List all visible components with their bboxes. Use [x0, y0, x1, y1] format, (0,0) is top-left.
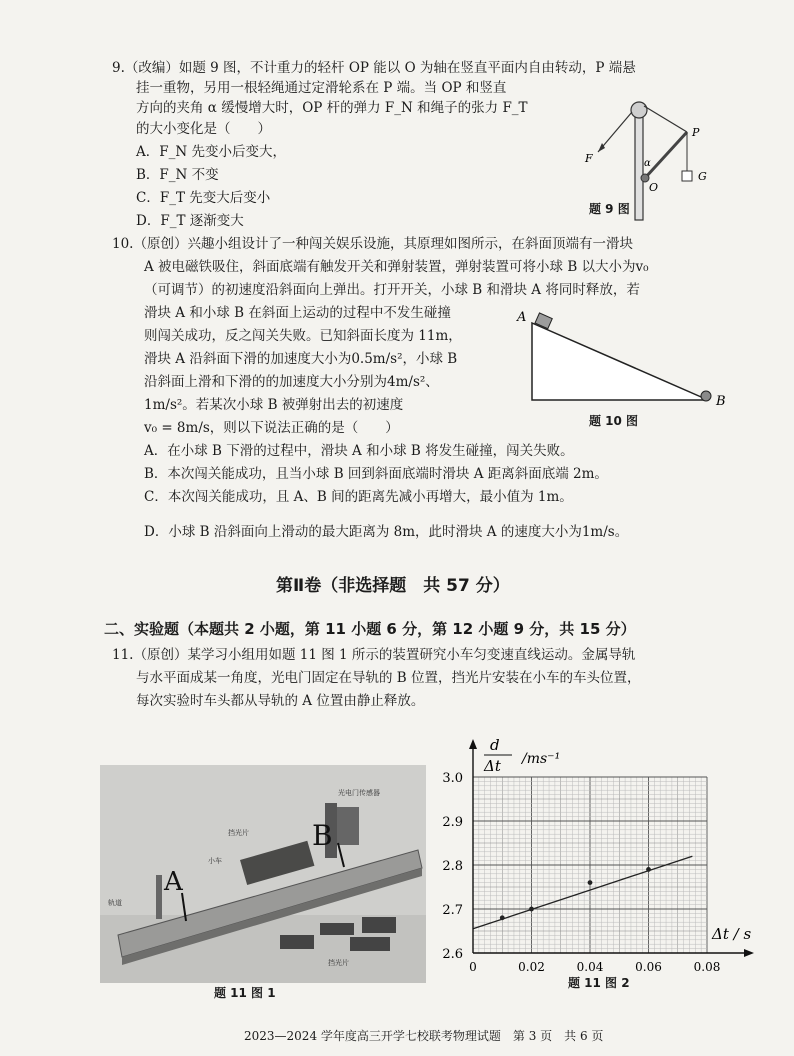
photo-shade-3: [280, 935, 314, 949]
photo-shade-4: [350, 937, 390, 951]
q9-line-3: 方向的夹角 α 缓慢增大时，OP 杆的弹力 F_N 和绳子的张力 F_T: [136, 100, 528, 116]
x-tick-label: 0: [469, 960, 477, 974]
q9-rod-op: [645, 132, 687, 178]
y-tick-label: 2.7: [442, 903, 463, 918]
q11-line-2: 与水平面成某一角度，光电门固定在导轨的 B 位置，挡光片安装在小车的车头位置，: [136, 670, 641, 686]
q10-line-1: 10.（原创）兴趣小组设计了一种闯关娱乐设施，其原理如图所示，在斜面顶端有一滑块: [112, 236, 633, 252]
q10-line-7: 沿斜面上滑和下滑的的加速度大小分别为4m/s²、: [144, 374, 439, 390]
y-tick-label: 2.9: [442, 815, 463, 830]
part-2-title: 二、实验题（本题共 2 小题，第 11 小题 6 分，第 12 小题 9 分，共 15 分）: [104, 620, 636, 638]
q10-line-3: （可调节）的初速度沿斜面向上弹出。打开开关，小球 B 和滑块 A 将同时释放，若: [144, 282, 640, 298]
data-point: [588, 880, 593, 885]
photo-label-cart: 小车: [208, 857, 222, 865]
photo-label-rail: 轨道: [108, 899, 122, 907]
q9-option-b: B．F_N 不变: [136, 167, 219, 183]
photo-shade-1: [320, 923, 354, 935]
q9-option-a: A．F_N 先变小后变大，: [136, 144, 286, 160]
q10-figure: [510, 305, 750, 410]
q9-pulley: [631, 102, 647, 118]
section-title: 第Ⅱ卷（非选择题 共 57 分）: [276, 576, 510, 596]
q9-label-f: F: [585, 152, 593, 165]
data-point: [529, 907, 534, 912]
q10-option-c: C．本次闯关能成功，且 A、B 间的距离先减小再增大，最小值为 1m。: [144, 489, 573, 505]
q11-photo-caption: 题 11 图 1: [214, 986, 276, 1000]
q10-line-9: v₀ = 8m/s，则以下说法正确的是（ ）: [144, 420, 399, 436]
q9-pivot-o: [641, 174, 649, 182]
graph-ylabel-bottom: Δt: [484, 757, 501, 775]
graph-y-arrow: [469, 739, 477, 749]
q9-rope-p: [644, 106, 687, 132]
q10-line-2: A 被电磁铁吸住，斜面底端有触发开关和弹射装置，弹射装置可将小球 B 以大小为v₀: [144, 259, 649, 275]
q10-option-a: A．在小球 B 下滑的过程中，滑块 A 和小球 B 将发生碰撞，闯关失败。: [144, 443, 574, 459]
photo-label-a: A: [164, 867, 183, 897]
page-footer: 2023—2024 学年度高三开学七校联考物理试题 第 3 页 共 6 页: [244, 1029, 604, 1043]
q10-label-b: B: [716, 394, 726, 409]
data-point: [500, 915, 505, 920]
photo-label-gate: 光电门传感器: [338, 789, 380, 797]
q10-option-d: D．小球 B 沿斜面向上滑动的最大距离为 8m，此时滑块 A 的速度大小为1m/s。: [144, 524, 629, 540]
q9-line-4: 的大小变化是（ ）: [136, 121, 271, 137]
x-tick-label: 0.02: [518, 960, 545, 974]
q10-label-a: A: [517, 310, 527, 325]
q10-line-6: 滑块 A 沿斜面下滑的加速度大小为0.5m/s²，小球 B: [144, 351, 458, 367]
photo-label-shades: 挡光片: [328, 959, 349, 967]
q11-line-3: 每次实验时车头都从导轨的 A 位置由静止释放。: [136, 693, 425, 709]
photo-shade-2: [362, 917, 396, 933]
graph-x-arrow: [744, 949, 754, 957]
y-tick-label: 2.6: [442, 947, 463, 962]
q9-vertical-pole: [635, 110, 643, 220]
q10-caption: 题 10 图: [589, 414, 639, 428]
graph-x-ticks: [469, 960, 720, 974]
q9-line-2: 挂一重物，另用一根轻绳通过定滑轮系在 P 端。当 OP 和竖直: [136, 80, 507, 96]
q9-line-1: 9.（改编）如题 9 图，不计重力的轻杆 OP 能以 O 为轴在竖直平面内自由转动，P 端悬: [112, 60, 636, 76]
x-tick-label: 0.08: [693, 960, 721, 974]
photo-label-b: B: [312, 819, 333, 852]
x-tick-label: 0.06: [635, 960, 662, 974]
graph-ylabel-top: d: [490, 736, 500, 754]
q10-line-4: 滑块 A 和小球 B 在斜面上运动的过程中不发生碰撞: [144, 305, 451, 321]
q10-line-8: 1m/s²。若某次小球 B 被弹射出去的初速度: [144, 397, 404, 413]
q10-ball-b: [701, 391, 711, 401]
data-point: [646, 867, 651, 872]
q9-option-d: D．F_T 逐渐变大: [136, 213, 244, 229]
q9-label-alpha: α: [644, 158, 651, 169]
photo-label-shade: 挡光片: [228, 829, 249, 837]
graph-xlabel: Δt / s: [712, 925, 752, 943]
q10-line-5: 则闯关成功，反之闯关失败。已知斜面长度为 11m，: [144, 328, 462, 344]
q9-label-g: G: [698, 170, 707, 183]
q10-incline: [532, 323, 708, 400]
q11-graph-caption: 题 11 图 2: [568, 976, 630, 990]
q11-line-1: 11.（原创）某学习小组用如题 11 图 1 所示的装置研究小车匀变速直线运动。金属导轨: [112, 647, 636, 663]
y-tick-label: 2.8: [442, 859, 463, 874]
y-tick-label: 3.0: [442, 771, 463, 786]
q11-apparatus-photo: [100, 765, 426, 983]
q9-weight-g: [682, 171, 692, 181]
q10-option-b: B．本次闯关能成功，且当小球 B 回到斜面底端时滑块 A 距离斜面底端 2m。: [144, 466, 608, 482]
graph-grid: [473, 777, 707, 953]
graph-ylabel-unit: /ms⁻¹: [522, 751, 561, 767]
q9-option-c: C．F_T 先变大后变小: [136, 190, 271, 206]
photo-stop-a: [156, 875, 162, 919]
graph-y-ticks: [442, 771, 463, 962]
q9-caption: 题 9 图: [589, 202, 630, 216]
x-tick-label: 0.04: [576, 960, 604, 974]
photo-gate-head: [337, 807, 359, 845]
q9-label-p: P: [692, 126, 700, 139]
q11-graph: [430, 725, 770, 985]
q9-label-o: O: [649, 181, 659, 194]
